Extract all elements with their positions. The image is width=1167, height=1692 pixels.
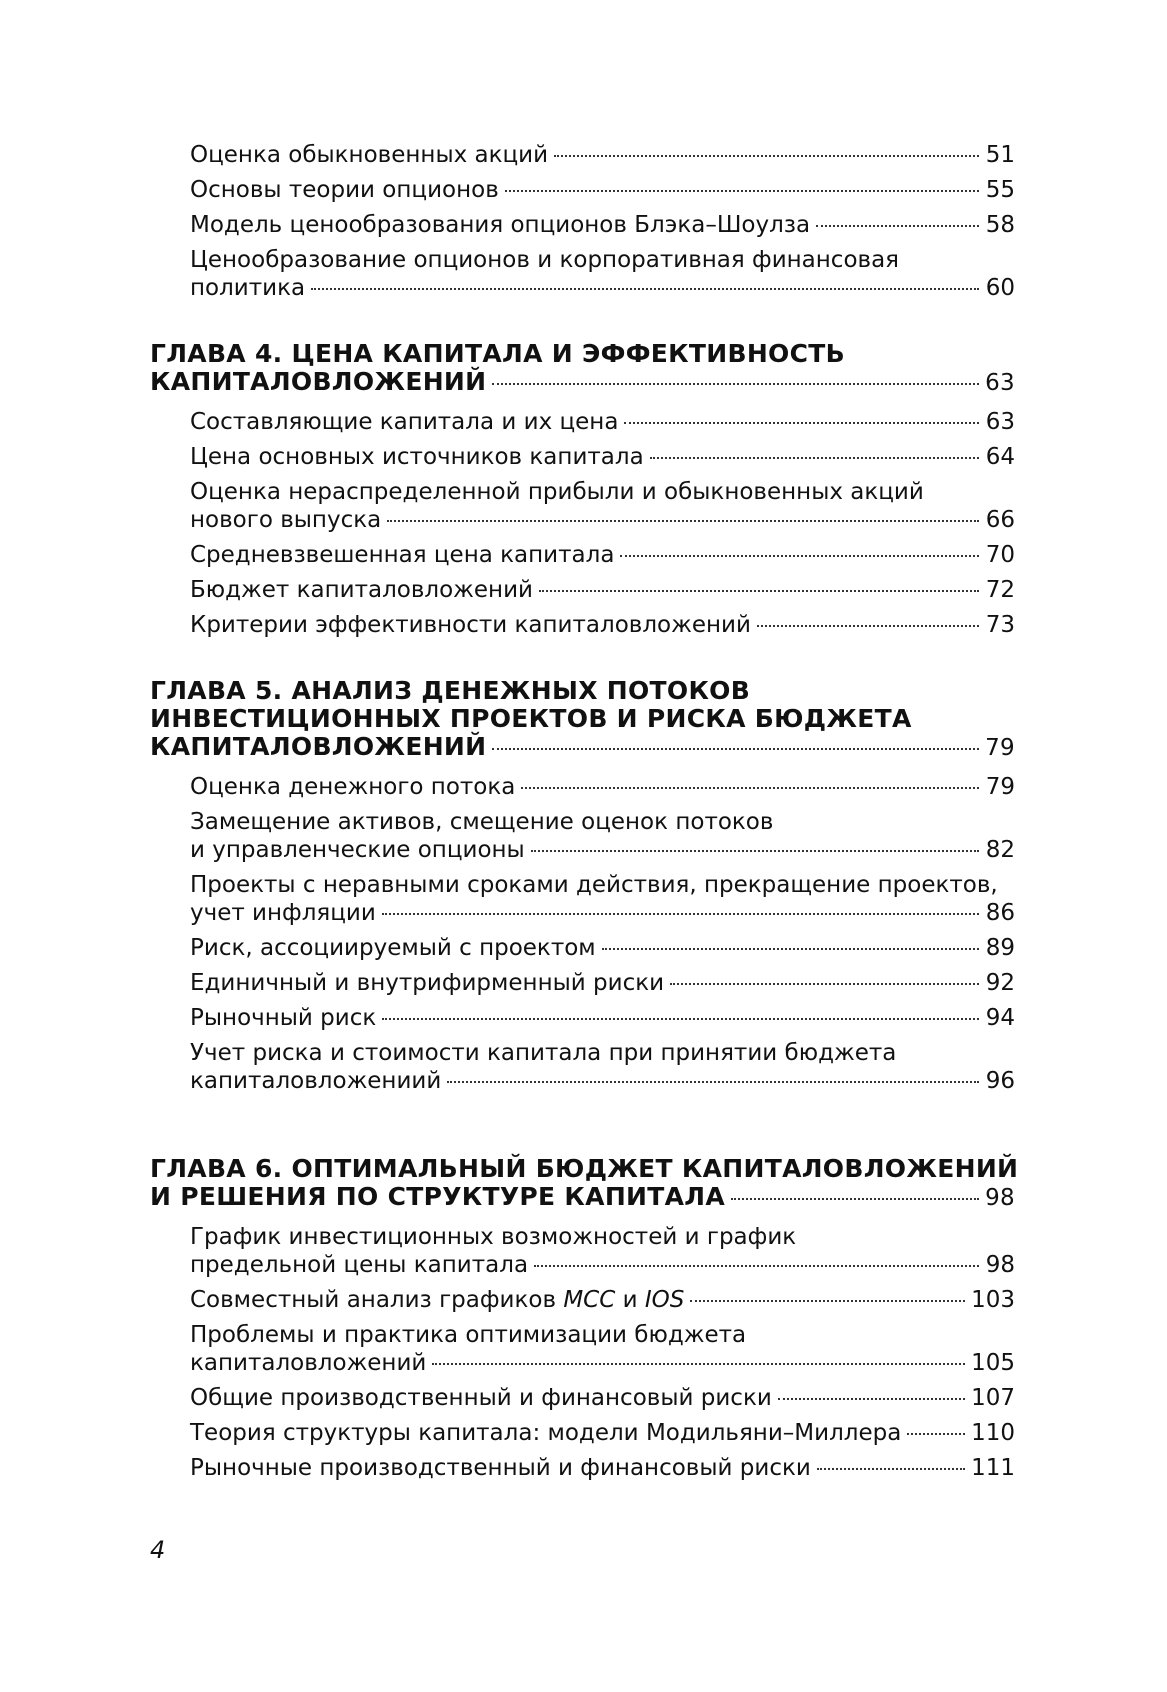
toc-entry-title-line1: График инвестиционных возможностей и график xyxy=(190,1224,797,1250)
toc-page-number: 55 xyxy=(985,177,1015,203)
toc-entry xyxy=(190,868,1015,931)
dot-leader xyxy=(602,948,979,950)
toc-page-number: 63 xyxy=(985,409,1015,435)
chapter-title-line2: КАПИТАЛОВЛОЖЕНИЙ xyxy=(150,367,487,396)
toc-entry xyxy=(190,1001,1015,1036)
toc-entry-title-line1: Учет риска и стоимости капитала при принятии бюджета xyxy=(190,1040,897,1066)
toc-entry xyxy=(190,173,1015,208)
toc-page-number: 111 xyxy=(971,1455,1015,1481)
dot-leader xyxy=(907,1433,965,1435)
dot-leader xyxy=(816,225,979,227)
dot-leader xyxy=(382,1018,979,1020)
toc-entry-title: Составляющие капитала и их цена xyxy=(190,409,619,435)
toc-entry xyxy=(190,243,1015,306)
dot-leader xyxy=(432,1363,965,1365)
toc-entry-title: предельной цены капитала xyxy=(190,1252,529,1278)
chapter-title-line2: И РЕШЕНИЯ ПО СТРУКТУРЕ КАПИТАЛА xyxy=(150,1182,725,1211)
toc-page-number: 70 xyxy=(985,542,1015,568)
toc-entry xyxy=(190,1318,1015,1381)
dot-leader xyxy=(447,1081,979,1083)
toc-page-number: 64 xyxy=(985,444,1015,470)
toc-entry-title xyxy=(190,1286,684,1314)
toc-page-number: 89 xyxy=(985,935,1015,961)
toc-entry xyxy=(190,475,1015,538)
dot-leader xyxy=(531,850,979,852)
toc-entry xyxy=(190,440,1015,475)
page-number: 4 xyxy=(150,1536,166,1564)
toc-entry-title: Риск, ассоциируемый с проектом xyxy=(190,935,596,961)
toc-entry-title-line1: Ценообразование опционов и корпоративная финансовая xyxy=(190,247,900,273)
dot-leader xyxy=(387,520,979,522)
toc-entry-title-line1: Проблемы и практика оптимизации бюджета xyxy=(190,1322,747,1348)
toc-entry xyxy=(190,608,1015,643)
chapter-heading xyxy=(150,1154,1019,1220)
toc-entry-title-italic: MCC xyxy=(563,1287,616,1313)
toc-entry xyxy=(190,1036,1015,1099)
dot-leader xyxy=(817,1468,965,1470)
toc-entry-title: Единичный и внутрифирменный риски xyxy=(190,970,665,996)
toc-page-number: 107 xyxy=(971,1385,1015,1411)
toc-page-number: 58 xyxy=(985,212,1015,238)
toc-entry-title-line1: Оценка нераспределенной прибыли и обыкновенных акций xyxy=(190,479,924,505)
toc-entry xyxy=(190,966,1015,1001)
dot-leader xyxy=(554,155,979,157)
dot-leader xyxy=(670,983,979,985)
toc-page-number: 72 xyxy=(985,577,1015,603)
dot-leader xyxy=(757,625,979,627)
toc-page-number: 96 xyxy=(985,1068,1015,1094)
toc-entry-title: Бюджет капиталовложений xyxy=(190,577,533,603)
toc-entry xyxy=(190,770,1015,805)
toc-entry-title: учет инфляции xyxy=(190,900,376,926)
dot-leader xyxy=(624,422,979,424)
toc-entry-title-italic: IOS xyxy=(644,1287,685,1313)
toc-entry-title: Модель ценообразования опционов Блэка–Шоулза xyxy=(190,212,811,238)
dot-leader xyxy=(521,787,979,789)
toc-entry-title: Рыночные производственный и финансовый риски xyxy=(190,1455,811,1481)
toc-page-number: 51 xyxy=(985,142,1015,168)
toc-entry xyxy=(190,931,1015,966)
toc-entry-title: Критерии эффективности капиталовложений xyxy=(190,612,751,638)
toc-entry-title-line1: Проекты с неравными сроками действия, прекращение проектов, xyxy=(190,872,998,898)
toc-entry-title: Цена основных источников капитала xyxy=(190,444,644,470)
toc-page-number: 60 xyxy=(985,275,1015,301)
toc-entry xyxy=(190,805,1015,868)
toc-page-number: 79 xyxy=(985,735,1015,761)
toc-entry xyxy=(190,1283,1015,1318)
toc-entry-title: Рыночный риск xyxy=(190,1005,377,1031)
toc-entry xyxy=(190,573,1015,608)
dot-leader xyxy=(650,457,979,459)
toc-entry xyxy=(190,538,1015,573)
toc-entry-title: Средневзвешенная цена капитала xyxy=(190,542,615,568)
toc-page-number: 105 xyxy=(971,1350,1015,1376)
toc-entry-title-part: Совместный анализ графиков xyxy=(190,1287,564,1313)
toc-page-number: 66 xyxy=(985,507,1015,533)
table-of-contents xyxy=(150,138,1019,1486)
toc-entry-title: капиталовложений xyxy=(190,1350,427,1376)
toc-page-number: 98 xyxy=(985,1185,1015,1211)
toc-entry xyxy=(190,1416,1015,1451)
toc-entry xyxy=(190,1451,1015,1486)
toc-entry-title: Оценка обыкновенных акций xyxy=(190,142,549,168)
toc-entry-title: Общие производственный и финансовый риски xyxy=(190,1385,772,1411)
toc-page-number: 86 xyxy=(985,900,1015,926)
toc-page-number: 94 xyxy=(985,1005,1015,1031)
toc-page-number: 79 xyxy=(985,774,1015,800)
chapter-heading xyxy=(150,340,1015,405)
toc-page-number: 73 xyxy=(985,612,1015,638)
toc-entry xyxy=(190,1381,1015,1416)
toc-page-number: 82 xyxy=(985,837,1015,863)
dot-leader xyxy=(690,1300,965,1302)
chapter-title-line1: ГЛАВА 4. ЦЕНА КАПИТАЛА И ЭФФЕКТИВНОСТЬ xyxy=(150,339,845,368)
toc-entry-title: нового выпуска xyxy=(190,507,382,533)
dot-leader xyxy=(620,555,979,557)
toc-entry xyxy=(190,208,1015,243)
toc-page-number: 103 xyxy=(971,1287,1015,1313)
toc-entry xyxy=(190,405,1015,440)
dot-leader xyxy=(778,1398,965,1400)
dot-leader xyxy=(505,190,979,192)
chapter-title-line1: ГЛАВА 6. ОПТИМАЛЬНЫЙ БЮДЖЕТ КАПИТАЛОВЛОЖЕНИЙ xyxy=(150,1154,1019,1183)
dot-leader xyxy=(382,913,979,915)
dot-leader xyxy=(492,383,979,385)
dot-leader xyxy=(492,748,979,750)
chapter-heading xyxy=(150,677,1015,770)
toc-page-number: 98 xyxy=(985,1252,1015,1278)
dot-leader xyxy=(534,1265,979,1267)
toc-page-number: 92 xyxy=(985,970,1015,996)
dot-leader xyxy=(311,288,979,290)
toc-entry-title: капиталовложениий xyxy=(190,1068,442,1094)
toc-page-number: 110 xyxy=(971,1420,1015,1446)
toc-entry xyxy=(190,138,1015,173)
toc-entry-title: Оценка денежного потока xyxy=(190,774,516,800)
toc-entry xyxy=(190,1220,1015,1283)
toc-page-number: 63 xyxy=(985,370,1015,396)
toc-entry-title: Основы теории опционов xyxy=(190,177,499,203)
dot-leader xyxy=(731,1198,979,1200)
toc-entry-title: политика xyxy=(190,275,306,301)
chapter-title-line3: КАПИТАЛОВЛОЖЕНИЙ xyxy=(150,732,487,761)
toc-entry-title: и управленческие опционы xyxy=(190,837,525,863)
toc-entry-title-line1: Замещение активов, смещение оценок потоков xyxy=(190,809,774,835)
toc-entry-title-part: и xyxy=(615,1287,645,1313)
toc-entry-title: Теория структуры капитала: модели Модильяни–Миллера xyxy=(190,1420,902,1446)
dot-leader xyxy=(539,590,979,592)
chapter-title-line2: ИНВЕСТИЦИОННЫХ ПРОЕКТОВ И РИСКА БЮДЖЕТА xyxy=(150,704,912,733)
chapter-title-line1: ГЛАВА 5. АНАЛИЗ ДЕНЕЖНЫХ ПОТОКОВ xyxy=(150,676,751,705)
